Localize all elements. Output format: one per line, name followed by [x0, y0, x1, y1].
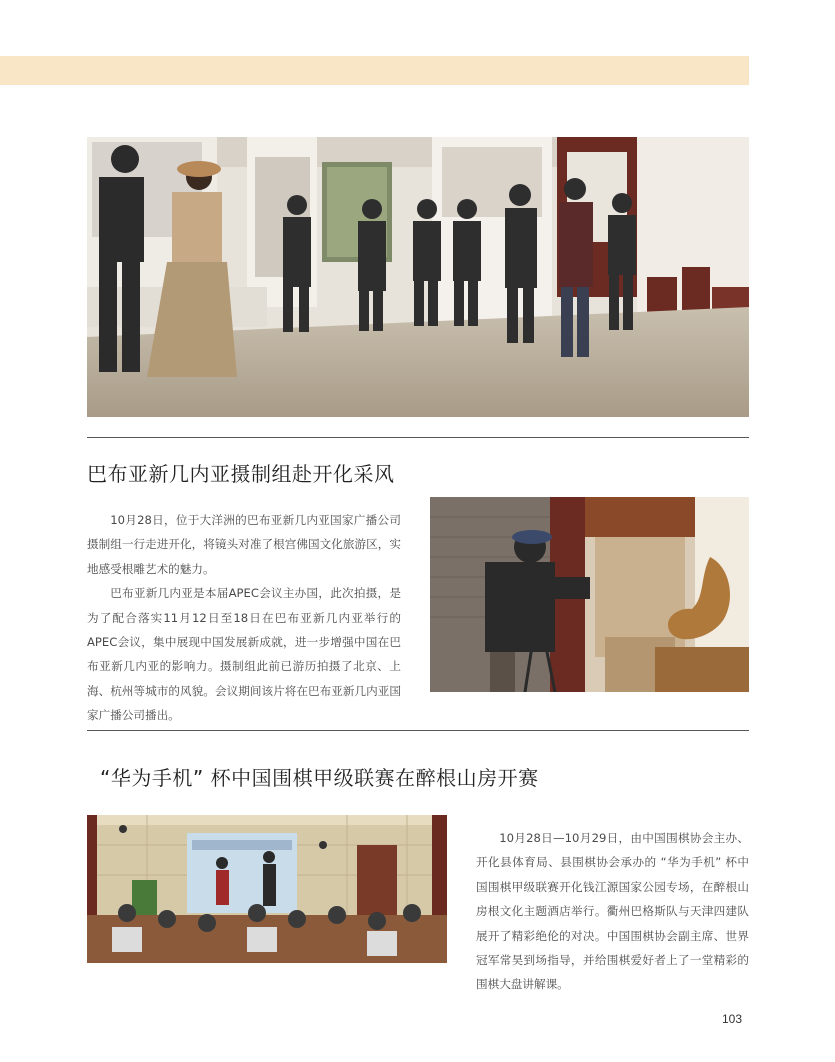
go-league-event-photo	[87, 815, 447, 963]
article-2-headline: “华为手机” 杯中国围棋甲级联赛在醉根山房开赛	[100, 766, 539, 790]
gallery-visit-photo	[87, 137, 749, 417]
article-1-headline: 巴布亚新几内亚摄制组赴开化采风	[87, 462, 395, 486]
section-divider-1	[87, 437, 749, 438]
article-1-body	[87, 508, 401, 728]
film-crew-photo	[430, 497, 749, 692]
section-divider-2	[87, 730, 749, 731]
article-1-paragraph: 巴布亚新几内亚是本届APEC会议主办国，此次拍摄，是为了配合落实11月12日至18日在巴布亚新几内亚举行的APEC会议，集中展现中国发展新成就，进一步增强中国在巴布亚新几内亚的影响力。摄制组此前已游历拍摄了北京、上海、杭州等城市的风貌。会议期间该片将在巴布亚新几内亚国家广播公司播出。	[87, 586, 401, 723]
article-1-paragraph: 10月28日，位于大洋洲的巴布亚新几内亚国家广播公司摄制组一行走进开化，将镜头对准了根宫佛国文化旅游区，实地感受根雕艺术的魅力。	[87, 513, 401, 576]
page-number: 103	[722, 1012, 743, 1026]
article-2-body	[476, 826, 749, 997]
article-2-paragraph: 10月28日—10月29日，由中国围棋协会主办、开化县体育局、县围棋协会承办的 “华为手机” 杯中国围棋甲级联赛开化钱江源国家公园专场，在醉根山房根文化主题酒店举行。衢州巴格斯队与天津四建队展开了精彩绝伦的对决。中国围棋协会副主席、世界冠军常昊到场指导，并给围棋爱好者上了一堂精彩的围棋大盘讲解课。	[476, 831, 749, 992]
header-color-band	[0, 56, 749, 85]
